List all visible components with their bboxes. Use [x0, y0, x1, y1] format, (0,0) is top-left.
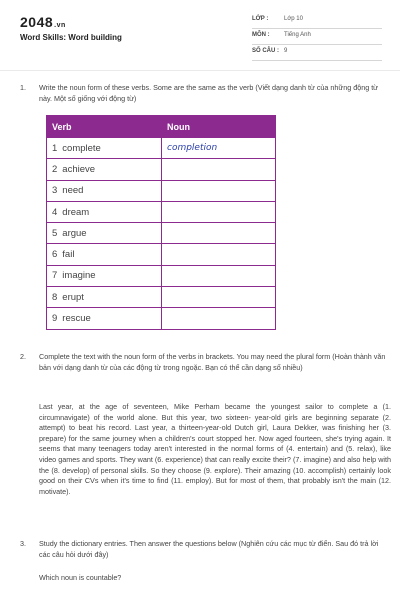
- verb-column-header: Verb: [47, 116, 162, 138]
- table-row: [47, 244, 276, 265]
- verb-cell: 6 fail: [47, 244, 162, 265]
- table-row: [47, 223, 276, 244]
- meta-question-count: SỐ CÂU : 9: [252, 46, 382, 61]
- table-row: [47, 201, 276, 222]
- table-row: [47, 138, 276, 159]
- verb-cell: 7 imagine: [47, 265, 162, 286]
- question-3-subquestion: Which noun is countable?: [39, 573, 122, 582]
- verb-cell: 5 argue: [47, 223, 162, 244]
- noun-answer-cell[interactable]: [162, 244, 276, 265]
- noun-answer-cell[interactable]: completion: [162, 138, 276, 159]
- verb-cell: 2 achieve: [47, 159, 162, 180]
- question-2-text: Complete the text with the noun form of the verbs in brackets. You may need the plural form (Hoàn thành văn bản với dạng danh từ của các động từ trong ngoặc. Bạn có thể cần dạng số nhiều): [39, 352, 386, 372]
- question-1-text: Write the noun form of these verbs. Some are the same as the verb (Viết dạng danh từ của những động từ này. Một số giống với động từ): [39, 83, 378, 103]
- meta-class: LỚP : Lớp 10: [252, 14, 382, 29]
- lesson-title: Word Skills: Word building: [20, 33, 122, 42]
- noun-answer-cell[interactable]: [162, 287, 276, 308]
- noun-answer-cell[interactable]: [162, 223, 276, 244]
- table-row: [47, 287, 276, 308]
- verb-cell: 8 erupt: [47, 287, 162, 308]
- verb-noun-table: [46, 115, 276, 330]
- noun-column-header: Noun: [162, 116, 276, 138]
- verb-cell: 4 dream: [47, 201, 162, 222]
- verb-cell: 1 complete: [47, 138, 162, 159]
- noun-answer-cell[interactable]: [162, 265, 276, 286]
- site-logo[interactable]: 2048.vn: [20, 14, 66, 30]
- noun-answer-cell[interactable]: [162, 159, 276, 180]
- noun-answer-cell[interactable]: [162, 201, 276, 222]
- table-row: [47, 308, 276, 329]
- table-row: [47, 159, 276, 180]
- noun-answer-cell[interactable]: [162, 180, 276, 201]
- question-2-paragraph: Last year, at the age of seventeen, Mike Perham became the youngest sailor to complete a (1. circumnavigate) of the world alone. But this year, two sixteen- year-old girls are beginning separate (2. attempt) to beat his record. Last year, a thirteen-year-old Dutch girl, Laura Dekker, was finishing her (3. prepare) for the same journey when a children's court stopped her. Now aged fourteen, she's trying again. It seems that many teenagers today aren't interested in the normal forms of (4. entertain) and (5. relax), like video games and sports. They want (6. experience) that can really excite their? (7. imagine) and also help with the (8. develop) of personal skills. So they choose (9. explore). Their amazing (10. accomplish) certainly look good on their CVs when it's time to find (11. employ). But for most of them, that probably isn't the main (12. motivate).: [39, 402, 391, 496]
- header-divider: [0, 70, 400, 71]
- noun-answer-cell[interactable]: [162, 308, 276, 329]
- page-header: [0, 0, 400, 64]
- meta-subject: MÔN : Tiếng Anh: [252, 30, 382, 45]
- table-header-row: [47, 116, 276, 138]
- question-3-text: Study the dictionary entries. Then answer the questions below (Nghiên cứu các mục từ điển. Sau đó trả lời các câu hỏi dưới đây): [39, 539, 379, 559]
- table-row: [47, 180, 276, 201]
- verb-cell: 9 rescue: [47, 308, 162, 329]
- table-row: [47, 265, 276, 286]
- verb-cell: 3 need: [47, 180, 162, 201]
